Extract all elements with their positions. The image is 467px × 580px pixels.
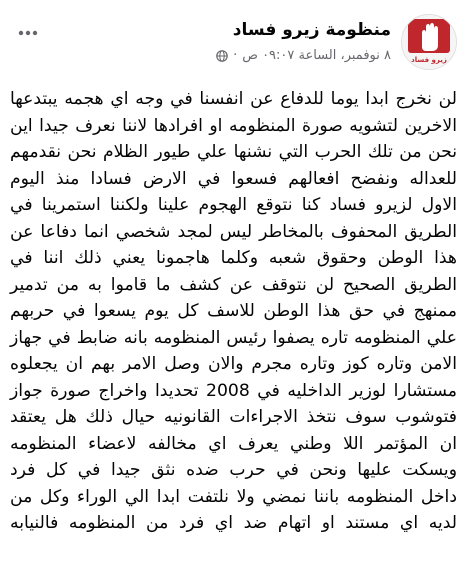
post-text-line: ويسكت عليها ونحن في حرب ضده نثق جيدا في كل فرد bbox=[10, 460, 457, 480]
post-text-line: الاول لزيرو فساد كنا نتوقع الهجوم علينا ولكننا استمرينا في bbox=[10, 195, 457, 215]
post-text-line: نحن من تلك الحرب التي نشنها علي طيور الظلام نحن نقدمهم bbox=[10, 142, 457, 162]
post-text-line: ان المؤتمر اللا وطني يعرف اي مخالفه لاعضاء المنظومه bbox=[10, 433, 457, 454]
post-text-line: هذا الوطن وحقوق شعبه وكلما هاجمونا يعني ذلك اننا في bbox=[10, 248, 457, 268]
more-dots-icon[interactable] bbox=[16, 24, 40, 42]
meta-separator: · bbox=[233, 48, 238, 63]
post-text bbox=[10, 86, 457, 537]
post-header bbox=[10, 14, 457, 74]
post-text-line: ممنهج في حق هذا الوطن للاسف كل يوم يسعوا في حربهم bbox=[10, 301, 457, 321]
post-text-line: لديه اي مستند او اتهام ضد اي فرد من المنظومه فالنيابه bbox=[10, 513, 457, 533]
post-text-line: الامن وتاره كوز وتاره مجرم والان وصل الامر بهم ان يجعلوه bbox=[10, 354, 457, 374]
post-text-line: للعداله ونفضح افعالهم فسعوا في الارض فسادا منذ اليوم bbox=[10, 168, 457, 189]
globe-icon[interactable] bbox=[216, 50, 228, 62]
post-meta bbox=[216, 48, 391, 63]
hand-stop-logo-icon[interactable] bbox=[401, 14, 457, 70]
post-timestamp[interactable]: ٨ نوفمبر، الساعة ٠٩:٠٧ ص bbox=[242, 48, 391, 63]
post-text-line: داخل المنظومه باننا نمضي ولا نلتفت ابدا الي الوراء وكل من bbox=[10, 486, 457, 507]
post-text-line: الاخرين لتشويه صورة المنظومه او افرادها لاننا نعرف جيدا اين bbox=[10, 115, 457, 136]
post-text-line: علي المنظومه تاره يصفوا رئيس المنظومه بانه ضابط في جهاز bbox=[10, 327, 457, 348]
post-text-line: الطريق المحفوف بالمخاطر ليس لمجد شخصي انما دفاعا عن bbox=[10, 221, 457, 242]
post-text-line: فتوشوب سوف نتخذ الاجراءات القانونيه حيال ذلك هل يعتقد bbox=[10, 407, 457, 427]
post-text-line: مستشارا لوزير الداخليه في 2008 تحديدا واخراج صورة جواز bbox=[10, 380, 457, 401]
author-name[interactable]: منظومة زيرو فساد bbox=[232, 20, 391, 40]
post-text-line: لن نخرج ابدا يوما للدفاع عن انفسنا في وجه اي هجمه يبتدعها bbox=[10, 89, 457, 109]
avatar-logo-text: زيرو فساد bbox=[411, 56, 447, 64]
post-text-line: الطريق الصحيح لن نتوقف عن كشف ما قاموا به من تدمير bbox=[10, 274, 457, 295]
